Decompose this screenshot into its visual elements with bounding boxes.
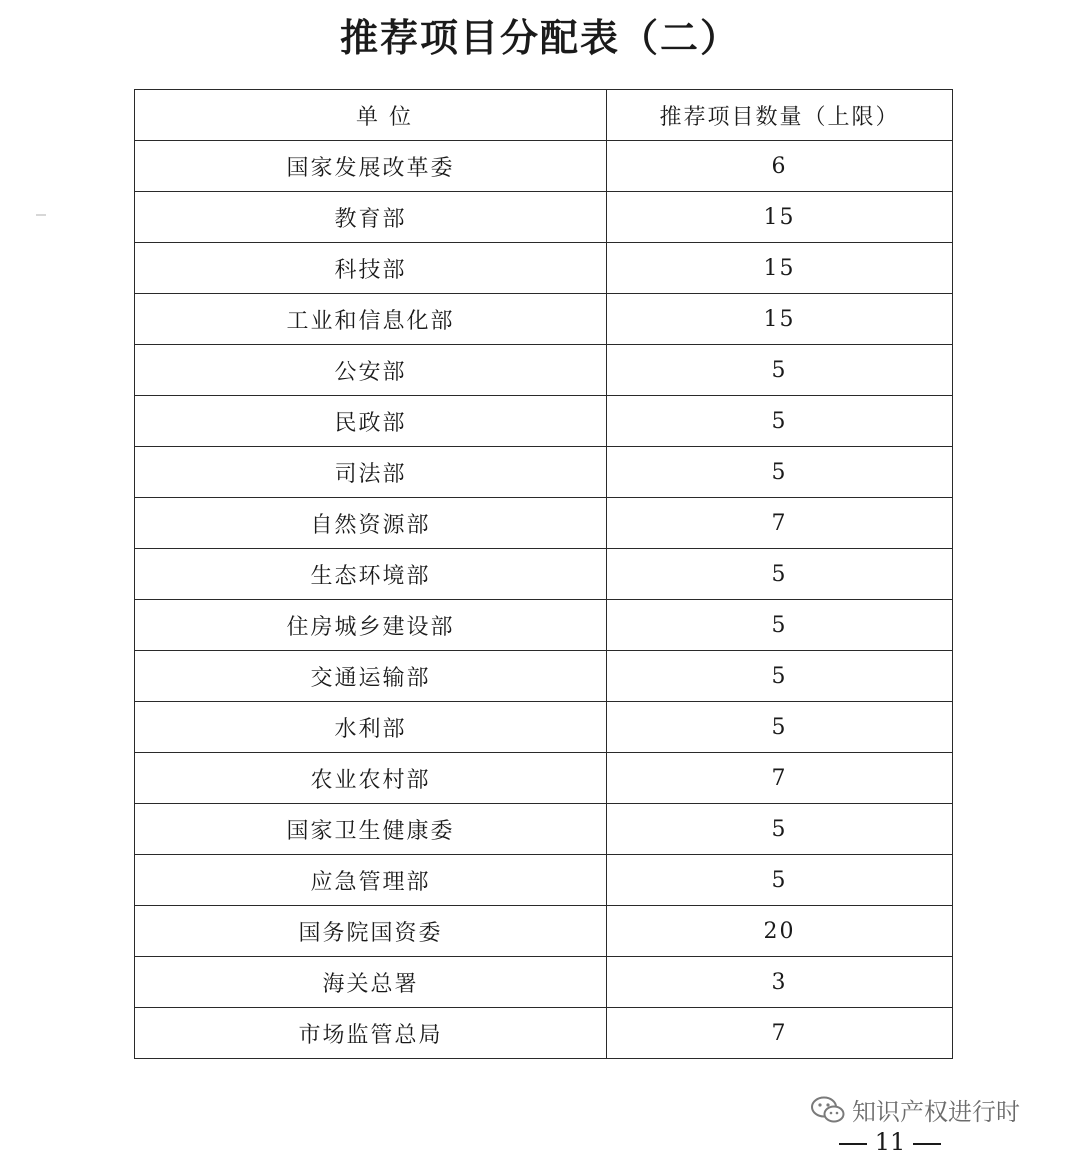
wechat-icon bbox=[810, 1095, 846, 1125]
cell-unit: 自然资源部 bbox=[135, 498, 607, 549]
cell-count: 15 bbox=[607, 192, 953, 243]
cell-count: 20 bbox=[607, 906, 953, 957]
table-row bbox=[135, 753, 953, 804]
table-row bbox=[135, 549, 953, 600]
cell-unit: 市场监管总局 bbox=[135, 1008, 607, 1059]
cell-count: 5 bbox=[607, 804, 953, 855]
table-row bbox=[135, 498, 953, 549]
cell-count: 5 bbox=[607, 345, 953, 396]
cell-unit: 农业农村部 bbox=[135, 753, 607, 804]
cell-count: 5 bbox=[607, 447, 953, 498]
page-number-value: 11 bbox=[874, 1128, 906, 1156]
header-unit: 单 位 bbox=[135, 90, 607, 141]
table-row bbox=[135, 855, 953, 906]
table-row bbox=[135, 294, 953, 345]
dash-right bbox=[913, 1143, 941, 1145]
page-title: 推荐项目分配表（二） bbox=[339, 15, 740, 60]
cell-unit: 交通运输部 bbox=[135, 651, 607, 702]
page-number bbox=[830, 1128, 950, 1156]
cell-count: 15 bbox=[607, 243, 953, 294]
table-row bbox=[135, 141, 953, 192]
cell-count: 5 bbox=[607, 855, 953, 906]
cell-unit: 国家卫生健康委 bbox=[135, 804, 607, 855]
scan-mark bbox=[36, 214, 46, 216]
cell-unit: 工业和信息化部 bbox=[135, 294, 607, 345]
dash-left bbox=[839, 1143, 867, 1145]
table-row bbox=[135, 396, 953, 447]
cell-unit: 公安部 bbox=[135, 345, 607, 396]
cell-unit: 应急管理部 bbox=[135, 855, 607, 906]
cell-count: 3 bbox=[607, 957, 953, 1008]
table-row bbox=[135, 702, 953, 753]
cell-unit: 住房城乡建设部 bbox=[135, 600, 607, 651]
table-row bbox=[135, 243, 953, 294]
allocation-table bbox=[134, 89, 953, 1059]
table-row bbox=[135, 192, 953, 243]
cell-count: 5 bbox=[607, 600, 953, 651]
cell-unit: 科技部 bbox=[135, 243, 607, 294]
table-row bbox=[135, 1008, 953, 1059]
table-header-row bbox=[135, 90, 953, 141]
watermark bbox=[810, 1092, 1020, 1127]
cell-unit: 国家发展改革委 bbox=[135, 141, 607, 192]
watermark-text: 知识产权进行时 bbox=[852, 1098, 1020, 1126]
table-row bbox=[135, 345, 953, 396]
cell-count: 5 bbox=[607, 549, 953, 600]
header-count: 推荐项目数量（上限） bbox=[607, 90, 953, 141]
table-row bbox=[135, 651, 953, 702]
cell-count: 7 bbox=[607, 1008, 953, 1059]
cell-unit: 海关总署 bbox=[135, 957, 607, 1008]
cell-unit: 教育部 bbox=[135, 192, 607, 243]
table-row bbox=[135, 906, 953, 957]
cell-count: 7 bbox=[607, 498, 953, 549]
cell-count: 7 bbox=[607, 753, 953, 804]
cell-unit: 国务院国资委 bbox=[135, 906, 607, 957]
table-row bbox=[135, 600, 953, 651]
table-row bbox=[135, 447, 953, 498]
cell-count: 6 bbox=[607, 141, 953, 192]
cell-count: 5 bbox=[607, 396, 953, 447]
cell-unit: 民政部 bbox=[135, 396, 607, 447]
cell-count: 5 bbox=[607, 651, 953, 702]
cell-unit: 司法部 bbox=[135, 447, 607, 498]
cell-count: 5 bbox=[607, 702, 953, 753]
cell-count: 15 bbox=[607, 294, 953, 345]
table-row bbox=[135, 957, 953, 1008]
cell-unit: 水利部 bbox=[135, 702, 607, 753]
cell-unit: 生态环境部 bbox=[135, 549, 607, 600]
table-row bbox=[135, 804, 953, 855]
